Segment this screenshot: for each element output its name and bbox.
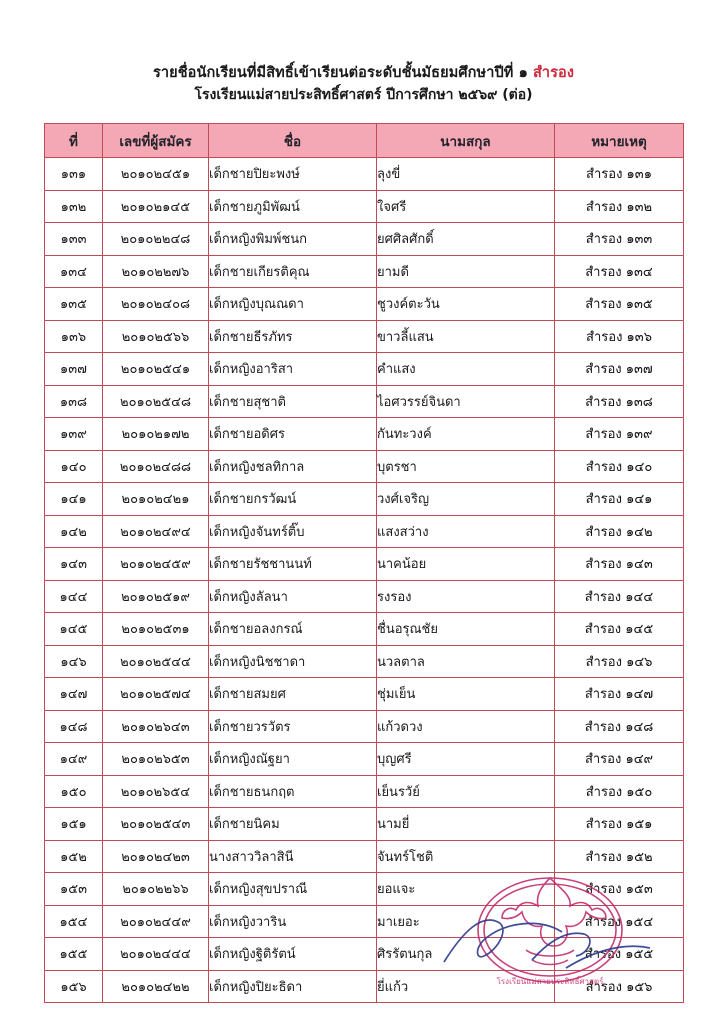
table-row: [45, 580, 684, 613]
table-row: [45, 223, 684, 256]
table-row: [45, 190, 684, 223]
cell-note: สำรอง ๑๓๑: [555, 158, 684, 191]
cell-application-number: ๒๐๑๐๒๔๐๘: [103, 288, 209, 321]
cell-first-name: เด็กชายปิยะพงษ์: [209, 158, 377, 191]
cell-first-name: เด็กหญิงสุขปราณี: [209, 873, 377, 906]
cell-first-name: เด็กชายวรวัตร: [209, 710, 377, 743]
cell-application-number: ๒๐๑๐๒๕๔๓: [103, 808, 209, 841]
cell-application-number: ๒๐๑๐๒๔๔๔: [103, 938, 209, 971]
cell-no: ๑๔๕: [45, 613, 103, 646]
cell-no: ๑๕๐: [45, 775, 103, 808]
student-roster-table: [44, 123, 684, 1003]
cell-first-name: เด็กหญิงฐิติรัตน์: [209, 938, 377, 971]
cell-no: ๑๔๒: [45, 515, 103, 548]
table-row: [45, 515, 684, 548]
cell-last-name: ลุงขี่: [377, 158, 555, 191]
table-row: [45, 613, 684, 646]
cell-first-name: เด็กหญิงลัลนา: [209, 580, 377, 613]
cell-no: ๑๓๔: [45, 255, 103, 288]
cell-last-name: ไอศวรรย์จินดา: [377, 385, 555, 418]
cell-note: สำรอง ๑๓๕: [555, 288, 684, 321]
cell-no: ๑๕๖: [45, 970, 103, 1003]
cell-application-number: ๒๐๑๐๒๔๕๙: [103, 548, 209, 581]
cell-note: สำรอง ๑๓๓: [555, 223, 684, 256]
cell-first-name: เด็กชายนิคม: [209, 808, 377, 841]
cell-application-number: ๒๐๑๐๒๕๑๙: [103, 580, 209, 613]
cell-no: ๑๔๗: [45, 678, 103, 711]
cell-first-name: เด็กหญิงวาริน: [209, 905, 377, 938]
cell-last-name: ชูวงค์ตะวัน: [377, 288, 555, 321]
cell-application-number: ๒๐๑๐๒๔๘๘: [103, 450, 209, 483]
cell-first-name: เด็กชายกรวัฒน์: [209, 483, 377, 516]
cell-last-name: ขาวลี้แสน: [377, 320, 555, 353]
cell-application-number: ๒๐๑๐๒๒๔๘: [103, 223, 209, 256]
cell-no: ๑๓๑: [45, 158, 103, 191]
cell-note: สำรอง ๑๕๑: [555, 808, 684, 841]
column-header-surname: นามสกุล: [377, 124, 555, 158]
cell-application-number: ๒๐๑๐๒๕๓๑: [103, 613, 209, 646]
cell-first-name: เด็กชายอลงกรณ์: [209, 613, 377, 646]
cell-last-name: แก้วดวง: [377, 710, 555, 743]
cell-first-name: เด็กชายธีรภัทร: [209, 320, 377, 353]
cell-first-name: เด็กชายอดิศร: [209, 418, 377, 451]
table-row: [45, 483, 684, 516]
cell-note: สำรอง ๑๕๔: [555, 905, 684, 938]
column-header-appno: เลขที่ผู้สมัคร: [103, 124, 209, 158]
table-row: [45, 970, 684, 1003]
cell-first-name: เด็กหญิงชลทิกาล: [209, 450, 377, 483]
cell-first-name: เด็กหญิงบุณณดา: [209, 288, 377, 321]
cell-application-number: ๒๐๑๐๒๕๔๘: [103, 385, 209, 418]
table-body: [45, 158, 684, 1003]
page-subtitle: โรงเรียนแม่สายประสิทธิ์ศาสตร์ ปีการศึกษา ๒๕๖๙ (ต่อ): [194, 87, 533, 104]
cell-note: สำรอง ๑๕๓: [555, 873, 684, 906]
table-row: [45, 873, 684, 906]
seal-text: โรงเรียนแม่สายประสิทธิ์ศาสตร์: [496, 977, 604, 986]
page-title-main: รายชื่อนักเรียนที่มีสิทธิ์เข้าเรียนต่อระดับชั้นมัธยมศึกษาปีที่ ๑: [152, 65, 534, 81]
cell-note: สำรอง ๑๔๔: [555, 580, 684, 613]
table-row: [45, 353, 684, 386]
cell-no: ๑๔๖: [45, 645, 103, 678]
cell-application-number: ๒๐๑๐๒๕๗๔: [103, 678, 209, 711]
cell-last-name: นวลตาล: [377, 645, 555, 678]
column-header-name: ชื่อ: [209, 124, 377, 158]
cell-note: สำรอง ๑๔๘: [555, 710, 684, 743]
cell-no: ๑๓๓: [45, 223, 103, 256]
cell-last-name: ใจศรี: [377, 190, 555, 223]
cell-application-number: ๒๐๑๐๒๑๗๒: [103, 418, 209, 451]
cell-first-name: เด็กหญิงนิชชาดา: [209, 645, 377, 678]
cell-note: สำรอง ๑๓๘: [555, 385, 684, 418]
cell-no: ๑๓๕: [45, 288, 103, 321]
cell-no: ๑๔๔: [45, 580, 103, 613]
cell-last-name: วงศ์เจริญ: [377, 483, 555, 516]
cell-no: ๑๕๕: [45, 938, 103, 971]
table-row: [45, 418, 684, 451]
cell-application-number: ๒๐๑๐๒๔๙๔: [103, 515, 209, 548]
cell-no: ๑๔๙: [45, 743, 103, 776]
cell-first-name: นางสาววิลาสินี: [209, 840, 377, 873]
table-row: [45, 385, 684, 418]
cell-last-name: บุตรชา: [377, 450, 555, 483]
cell-note: สำรอง ๑๔๙: [555, 743, 684, 776]
cell-application-number: ๒๐๑๐๒๑๔๕: [103, 190, 209, 223]
table-row: [45, 840, 684, 873]
cell-last-name: มาเยอะ: [377, 905, 555, 938]
cell-note: สำรอง ๑๕๒: [555, 840, 684, 873]
cell-last-name: ยี่แก้ว: [377, 970, 555, 1003]
cell-note: สำรอง ๑๔๐: [555, 450, 684, 483]
cell-no: ๑๕๒: [45, 840, 103, 873]
table-row: [45, 450, 684, 483]
table-row: [45, 808, 684, 841]
cell-application-number: ๒๐๑๐๒๕๖๖: [103, 320, 209, 353]
cell-last-name: เย็นรวัย์: [377, 775, 555, 808]
cell-application-number: ๒๐๑๐๒๔๒๑: [103, 483, 209, 516]
cell-first-name: เด็กชายสมยศ: [209, 678, 377, 711]
cell-note: สำรอง ๑๔๒: [555, 515, 684, 548]
table-row: [45, 255, 684, 288]
cell-note: สำรอง ๑๕๐: [555, 775, 684, 808]
cell-first-name: เด็กชายภูมิพัฒน์: [209, 190, 377, 223]
cell-first-name: เด็กชายสุชาติ: [209, 385, 377, 418]
table-row: [45, 710, 684, 743]
cell-first-name: เด็กชายรัชชานนท์: [209, 548, 377, 581]
table-header: [45, 124, 684, 158]
cell-last-name: ชื่นอรุณชัย: [377, 613, 555, 646]
page-title-accent: สำรอง: [533, 65, 575, 81]
cell-application-number: ๒๐๑๐๒๔๒๒: [103, 970, 209, 1003]
cell-first-name: เด็กหญิงณัฐยา: [209, 743, 377, 776]
cell-no: ๑๓๗: [45, 353, 103, 386]
cell-note: สำรอง ๑๕๕: [555, 938, 684, 971]
table-row: [45, 645, 684, 678]
cell-no: ๑๕๑: [45, 808, 103, 841]
cell-application-number: ๒๐๑๐๒๕๔๑: [103, 353, 209, 386]
cell-last-name: นามยี่: [377, 808, 555, 841]
cell-first-name: เด็กหญิงพิมพ์ชนก: [209, 223, 377, 256]
document-header: [44, 62, 683, 107]
table-header-row: [45, 124, 684, 158]
cell-application-number: ๒๐๑๐๒๔๕๑: [103, 158, 209, 191]
cell-note: สำรอง ๑๓๙: [555, 418, 684, 451]
cell-application-number: ๒๐๑๐๒๖๔๓: [103, 710, 209, 743]
cell-no: ๑๓๒: [45, 190, 103, 223]
cell-application-number: ๒๐๑๐๒๖๕๓: [103, 743, 209, 776]
cell-no: ๑๕๔: [45, 905, 103, 938]
cell-last-name: ยามดี: [377, 255, 555, 288]
cell-last-name: จันทร์โชติ: [377, 840, 555, 873]
cell-application-number: ๒๐๑๐๒๖๕๔: [103, 775, 209, 808]
cell-application-number: ๒๐๑๐๒๒๗๖: [103, 255, 209, 288]
cell-application-number: ๒๐๑๐๒๔๔๙: [103, 905, 209, 938]
table-row: [45, 678, 684, 711]
cell-last-name: บุญศรี: [377, 743, 555, 776]
cell-first-name: เด็กชายเกียรติคุณ: [209, 255, 377, 288]
cell-last-name: คำแสง: [377, 353, 555, 386]
table-row: [45, 548, 684, 581]
cell-no: ๑๓๘: [45, 385, 103, 418]
cell-note: สำรอง ๑๕๖: [555, 970, 684, 1003]
cell-note: สำรอง ๑๓๖: [555, 320, 684, 353]
cell-no: ๑๕๓: [45, 873, 103, 906]
cell-note: สำรอง ๑๓๔: [555, 255, 684, 288]
page-title: [44, 62, 683, 84]
cell-no: ๑๔๘: [45, 710, 103, 743]
cell-note: สำรอง ๑๔๓: [555, 548, 684, 581]
cell-last-name: รงรอง: [377, 580, 555, 613]
table-row: [45, 775, 684, 808]
cell-last-name: นาคน้อย: [377, 548, 555, 581]
cell-first-name: เด็กหญิงอาริสา: [209, 353, 377, 386]
table-row: [45, 288, 684, 321]
cell-last-name: ศิรรัตนกุล: [377, 938, 555, 971]
cell-first-name: เด็กหญิงปิยะธิดา: [209, 970, 377, 1003]
cell-no: ๑๔๓: [45, 548, 103, 581]
table-row: [45, 743, 684, 776]
cell-last-name: ยศศิลศักดิ์: [377, 223, 555, 256]
cell-last-name: ยอแจะ: [377, 873, 555, 906]
cell-no: ๑๓๙: [45, 418, 103, 451]
cell-note: สำรอง ๑๔๑: [555, 483, 684, 516]
table-row: [45, 320, 684, 353]
cell-no: ๑๔๐: [45, 450, 103, 483]
cell-note: สำรอง ๑๔๖: [555, 645, 684, 678]
cell-first-name: เด็กชายธนกฤต: [209, 775, 377, 808]
cell-no: ๑๔๑: [45, 483, 103, 516]
cell-note: สำรอง ๑๓๗: [555, 353, 684, 386]
table-row: [45, 905, 684, 938]
table-row: [45, 158, 684, 191]
cell-note: สำรอง ๑๔๗: [555, 678, 684, 711]
cell-last-name: กันทะวงค์: [377, 418, 555, 451]
cell-last-name: แสงสว่าง: [377, 515, 555, 548]
cell-application-number: ๒๐๑๐๒๕๔๔: [103, 645, 209, 678]
table-row: [45, 938, 684, 971]
cell-no: ๑๓๖: [45, 320, 103, 353]
cell-last-name: ชุ่มเย็น: [377, 678, 555, 711]
column-header-no: ที่: [45, 124, 103, 158]
cell-application-number: ๒๐๑๐๒๔๒๓: [103, 840, 209, 873]
cell-first-name: เด็กหญิงจันทร์ติ๊บ: [209, 515, 377, 548]
column-header-note: หมายเหตุ: [555, 124, 684, 158]
cell-note: สำรอง ๑๔๕: [555, 613, 684, 646]
cell-note: สำรอง ๑๓๒: [555, 190, 684, 223]
cell-application-number: ๒๐๑๐๒๒๖๖: [103, 873, 209, 906]
